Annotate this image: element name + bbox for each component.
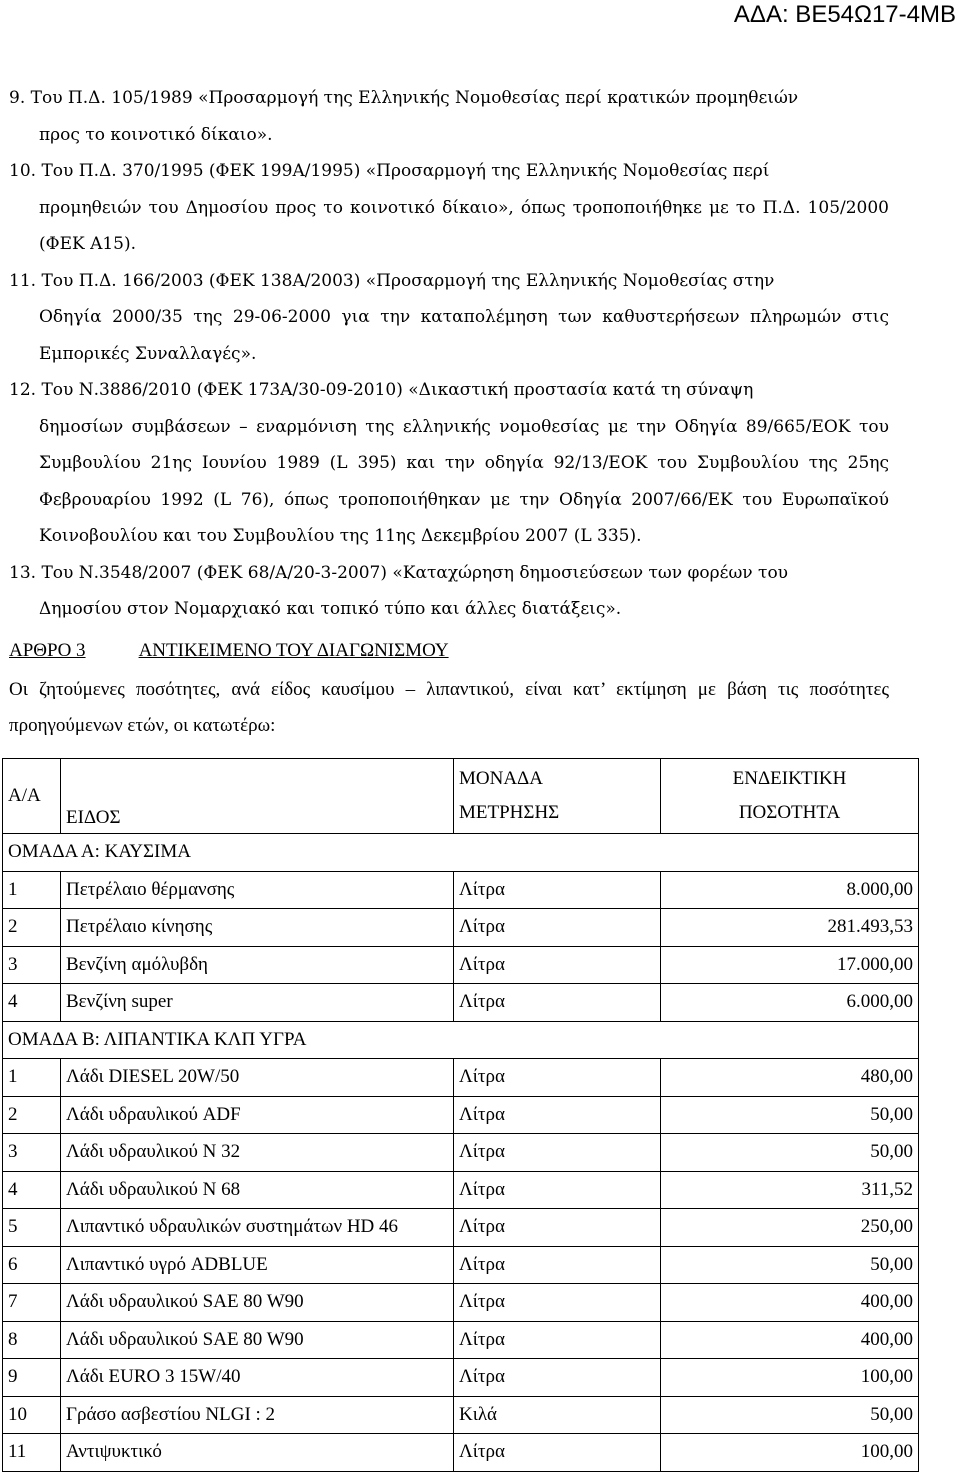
- table-row: [3, 1321, 919, 1359]
- reference-continuation: δημοσίων συμβάσεων – εναρμόνιση της ελληνικής νομοθεσίας με την Οδηγία 89/665/ΕΟΚ του Συμβουλίου 21ης Ιουνίου 1989 (L 395) και την οδηγία 92/13/ΕΟΚ του Συμβουλίου της 25ης Φεβρουαρίου 1992 (L 76), όπως τροποποιήθηκαν με την Οδηγία 2007/66/ΕΚ του Ευρωπαϊκού Κοινοβουλίου και του Συμβουλίου της 11ης Δεκεμβρίου 2007 (L 335).: [39, 416, 889, 546]
- row-aa: 8: [3, 1321, 61, 1359]
- reference-continuation: προμηθειών του Δημοσίου προς το κοινοτικό δίκαιο», όπως τροποποιήθηκε με το Π.Δ. 105/2000 (ΦΕΚ Α15).: [39, 197, 889, 254]
- article-subject: ΑΝΤΙΚΕΙΜΕΝΟ ΤΟΥ ΔΙΑΓΩΝΙΣΜΟΥ: [138, 640, 449, 661]
- row-item: Λιπαντικό υγρό ADBLUE: [61, 1246, 454, 1284]
- header-qty-line2: ΠΟΣΟΤΗΤΑ: [738, 802, 841, 823]
- header-qty-line1: ΕΝΔΕΙΚΤΙΚΗ: [732, 768, 847, 789]
- row-item: Λάδι υδραυλικού Ν 68: [61, 1171, 454, 1209]
- group-a-rows: [3, 871, 919, 1021]
- row-quantity: 50,00: [661, 1396, 919, 1434]
- reference-item: [9, 80, 889, 153]
- row-quantity: 311,52: [661, 1171, 919, 1209]
- quantities-table: [2, 758, 919, 1472]
- row-quantity: 8.000,00: [661, 871, 919, 909]
- row-item: Λάδι DIESEL 20W/50: [61, 1059, 454, 1097]
- row-unit: Λίτρα: [454, 1321, 661, 1359]
- table-row: [3, 1171, 919, 1209]
- row-item: Λιπαντικό υδραυλικών συστημάτων HD 46: [61, 1209, 454, 1247]
- row-quantity: 17.000,00: [661, 946, 919, 984]
- table-row: [3, 1284, 919, 1322]
- reference-item: [9, 372, 889, 555]
- reference-continuation: προς το κοινοτικό δίκαιο».: [39, 124, 273, 145]
- row-aa: 1: [3, 871, 61, 909]
- row-aa: 3: [3, 946, 61, 984]
- reference-item: [9, 263, 889, 373]
- row-unit: Λίτρα: [454, 1059, 661, 1097]
- row-item: Βενζίνη super: [61, 984, 454, 1022]
- row-item: Λάδι υδραυλικού Ν 32: [61, 1134, 454, 1172]
- reference-item: [9, 555, 889, 628]
- table-row: [3, 1359, 919, 1397]
- row-quantity: 50,00: [661, 1134, 919, 1172]
- row-aa: 3: [3, 1134, 61, 1172]
- row-quantity: 250,00: [661, 1209, 919, 1247]
- row-unit: Λίτρα: [454, 871, 661, 909]
- table-row: [3, 1396, 919, 1434]
- header-qty: [661, 759, 919, 834]
- row-item: Γράσο ασβεστίου NLGI : 2: [61, 1396, 454, 1434]
- row-unit: Λίτρα: [454, 1171, 661, 1209]
- row-unit: Λίτρα: [454, 984, 661, 1022]
- group-row: [3, 1021, 919, 1059]
- row-item: Βενζίνη αμόλυβδη: [61, 946, 454, 984]
- article-number: ΑΡΘΡΟ 3: [9, 640, 86, 661]
- row-unit: Λίτρα: [454, 1134, 661, 1172]
- reference-lead: 12. Του Ν.3886/2010 (ΦΕΚ 173Α/30-09-2010) «Δικαστική προστασία κατά τη σύναψη: [9, 380, 754, 400]
- row-aa: 5: [3, 1209, 61, 1247]
- row-item: Λάδι υδραυλικού SAE 80 W90: [61, 1284, 454, 1322]
- table-header-row: [3, 759, 919, 834]
- row-unit: Λίτρα: [454, 1359, 661, 1397]
- row-unit: Λίτρα: [454, 1246, 661, 1284]
- row-item: Πετρέλαιο θέρμανσης: [61, 871, 454, 909]
- ada-code: ΑΔΑ: ΒΕ54Ω17-4ΜΒ: [733, 1, 956, 28]
- table-row: [3, 1096, 919, 1134]
- reference-continuation: Οδηγία 2000/35 της 29-06-2000 για την καταπολέμηση των καθυστερήσεων πληρωμών στις Εμπορικές Συναλλαγές».: [39, 307, 889, 364]
- row-aa: 4: [3, 984, 61, 1022]
- group-row: [3, 834, 919, 872]
- group-title: ΟΜΑΔΑ Β: ΛΙΠΑΝΤΙΚΑ ΚΛΠ ΥΓΡΑ: [3, 1021, 919, 1059]
- row-item: Λάδι υδραυλικού ADF: [61, 1096, 454, 1134]
- reference-lead: 10. Του Π.Δ. 370/1995 (ΦΕΚ 199Α/1995) «Προσαρμογή της Ελληνικής Νομοθεσίας περί: [9, 161, 770, 181]
- row-item: Αντιψυκτικό: [61, 1434, 454, 1472]
- table-row: [3, 1059, 919, 1097]
- group-title: ΟΜΑΔΑ Α: ΚΑΥΣΙΜΑ: [3, 834, 919, 872]
- row-unit: Λίτρα: [454, 1434, 661, 1472]
- table-row: [3, 871, 919, 909]
- row-unit: Λίτρα: [454, 1209, 661, 1247]
- reference-continuation: Δημοσίου στον Νομαρχιακό και τοπικό τύπο και άλλες διατάξεις».: [39, 599, 622, 619]
- row-aa: 2: [3, 1096, 61, 1134]
- row-aa: 10: [3, 1396, 61, 1434]
- row-quantity: 480,00: [661, 1059, 919, 1097]
- row-quantity: 400,00: [661, 1284, 919, 1322]
- row-item: Πετρέλαιο κίνησης: [61, 909, 454, 947]
- row-quantity: 100,00: [661, 1434, 919, 1472]
- header-unit-line1: ΜΟΝΑΔΑ: [459, 768, 543, 789]
- row-unit: Λίτρα: [454, 946, 661, 984]
- row-unit: Κιλά: [454, 1396, 661, 1434]
- legal-references: [9, 80, 889, 628]
- reference-lead: 9. Του Π.Δ. 105/1989 «Προσαρμογή της Ελληνικής Νομοθεσίας περί κρατικών προμηθειών: [9, 88, 799, 108]
- reference-lead: 13. Του Ν.3548/2007 (ΦΕΚ 68/Α/20-3-2007) «Καταχώρηση δημοσιεύσεων των φορέων του: [9, 562, 789, 583]
- row-aa: 9: [3, 1359, 61, 1397]
- row-item: Λάδι EURO 3 15W/40: [61, 1359, 454, 1397]
- header-aa: Α/Α: [3, 759, 61, 834]
- row-quantity: 281.493,53: [661, 909, 919, 947]
- row-quantity: 100,00: [661, 1359, 919, 1397]
- row-quantity: 50,00: [661, 1096, 919, 1134]
- table-row: [3, 1134, 919, 1172]
- row-unit: Λίτρα: [454, 909, 661, 947]
- row-aa: 2: [3, 909, 61, 947]
- reference-item: [9, 153, 889, 263]
- header-item: ΕΙΔΟΣ: [61, 759, 454, 834]
- row-aa: 6: [3, 1246, 61, 1284]
- table-row: [3, 1246, 919, 1284]
- row-quantity: 6.000,00: [661, 984, 919, 1022]
- group-b-rows: [3, 1059, 919, 1472]
- row-aa: 11: [3, 1434, 61, 1472]
- row-item: Λάδι υδραυλικού SAE 80 W90: [61, 1321, 454, 1359]
- row-quantity: 400,00: [661, 1321, 919, 1359]
- row-unit: Λίτρα: [454, 1284, 661, 1322]
- article-heading: [9, 636, 449, 666]
- header-unit-line2: ΜΕΤΡΗΣΗΣ: [459, 802, 560, 823]
- table-row: [3, 946, 919, 984]
- row-aa: 4: [3, 1171, 61, 1209]
- article-intro: Οι ζητούμενες ποσότητες, ανά είδος καυσίμου – λιπαντικού, είναι κατ’ εκτίμηση με βάση τις ποσότητες προηγούμενων ετών, οι κατωτέρω:: [9, 679, 889, 736]
- table-row: [3, 1209, 919, 1247]
- table-row: [3, 909, 919, 947]
- row-aa: 1: [3, 1059, 61, 1097]
- row-unit: Λίτρα: [454, 1096, 661, 1134]
- header-unit: [454, 759, 661, 834]
- row-quantity: 50,00: [661, 1246, 919, 1284]
- table-row: [3, 1434, 919, 1472]
- row-aa: 7: [3, 1284, 61, 1322]
- reference-lead: 11. Του Π.Δ. 166/2003 (ΦΕΚ 138Α/2003) «Προσαρμογή της Ελληνικής Νομοθεσίας στην: [9, 270, 775, 291]
- table-row: [3, 984, 919, 1022]
